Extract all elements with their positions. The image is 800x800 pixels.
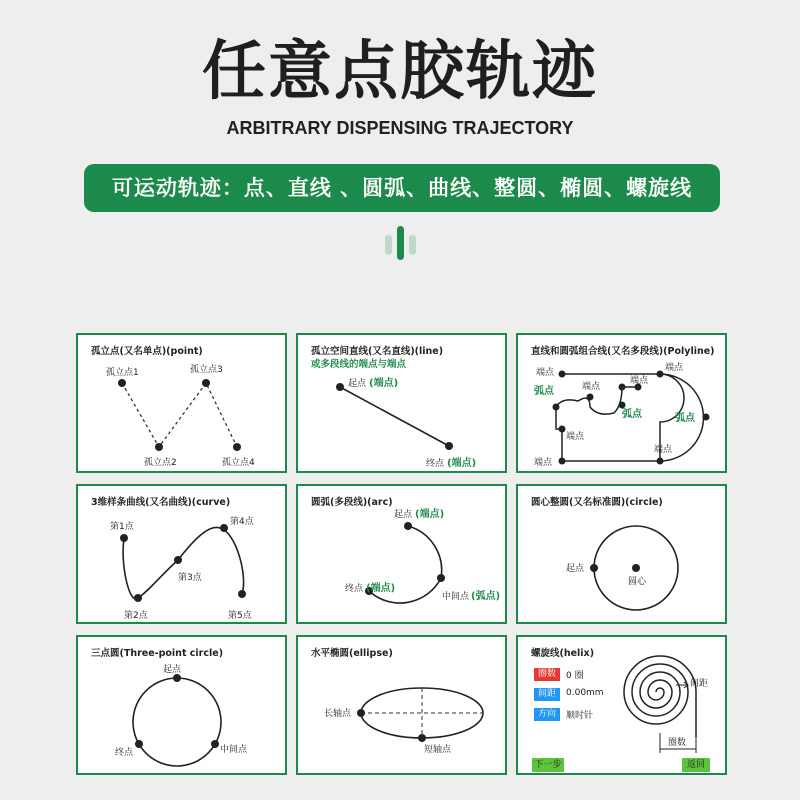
arc-diagram [298,486,509,626]
panel-title: 螺旋线(helix) [531,648,595,659]
panel-three-point-circle [76,635,287,775]
diagram-label: 端点 [654,445,673,455]
point-marker [155,443,163,451]
diagram-label: 第2点 [124,611,148,621]
diagram-label: 起点 [163,665,182,675]
direction-value: 顺时针 [566,711,594,721]
diagram-label: (端点) [415,509,445,520]
line-end-label: 终点 [426,459,445,469]
diagram-label: 终点 [345,584,364,594]
helix-diagram [518,637,729,777]
panel-title: 水平椭圆(ellipse) [311,648,393,659]
diagram-label: 端点 [630,376,649,386]
diagram-label: 第1点 [110,522,134,532]
point-label: 孤立点2 [144,458,177,468]
decoration-icon [385,226,417,260]
panel-ellipse [296,635,507,775]
trajectory-path [122,383,237,447]
trajectory-point [619,402,626,409]
trajectory-point [657,458,664,465]
point-label: 孤立点4 [222,458,255,468]
diagram-label: 间距 [690,679,709,689]
trajectory-point [587,394,594,401]
diagram-label: 长轴点 [324,709,352,719]
trajectory-point [590,564,598,572]
diagram-label: 中间点 [442,592,470,602]
trajectory-point [619,384,626,391]
line-start-marker [336,383,344,391]
panel-title: 孤立点(又名单点)(point) [91,346,203,357]
panel-title: 三点圆(Three-point circle) [91,648,224,659]
trajectory-point [133,678,221,766]
trajectory-point [174,556,182,564]
diagram-label: 短轴点 [424,745,452,755]
panel-title: 3维样条曲线(又名曲线)(curve) [91,497,231,508]
trajectory-path [624,656,696,737]
trajectory-point [437,574,445,582]
line-end-marker [445,442,453,450]
page-title: 任意点胶轨迹 [202,35,598,109]
trajectory-point [211,740,219,748]
panel-title: 直线和圆弧组合线(又名多段线)(Polyline) [531,346,715,357]
trajectory-point [703,414,710,421]
point-marker [118,379,126,387]
trajectory-point [559,371,566,378]
diagram-label: 中间点 [220,745,248,755]
three-point-circle-diagram [78,637,289,777]
trajectory-point [120,534,128,542]
panel-title: 圆弧(多段线)(arc) [311,497,393,508]
diagram-label: 端点 [582,382,601,392]
diagram-label: 弧点 [675,413,695,424]
line-diagram [298,335,509,475]
panel-arc [296,484,507,624]
diagram-label: (端点) [366,583,396,594]
trajectory-point [657,371,664,378]
diagram-label: 弧点 [534,386,554,397]
trajectory-path [409,235,416,255]
trajectory-point [135,740,143,748]
diagram-label: 第3点 [178,573,202,583]
point-marker [233,443,241,451]
point-marker [202,379,210,387]
line-start-label: 起点 [348,379,367,389]
diagram-label: 端点 [534,458,553,468]
diagram-label: 弧点 [622,409,642,420]
pitch-tag: 间距 [534,688,560,701]
curve-diagram [78,486,289,626]
trajectory-point [632,564,640,572]
ellipse-diagram [298,637,509,777]
pitch-value: 0.00mm [566,688,604,698]
diagram-label: 端点 [536,368,555,378]
diagram-label: 圈数 [668,738,687,748]
trajectory-path [123,527,243,599]
panel-subtitle: 或多段线的端点与端点 [311,359,407,370]
next-step-button[interactable]: 下一步 [532,758,564,772]
trajectory-path [340,387,449,446]
panel-polyline [516,333,727,473]
point-diagram [78,335,289,475]
circle-diagram [518,486,729,626]
trajectory-point [559,426,566,433]
trajectory-point [418,734,426,742]
panel-title: 圆心整圆(又名标准圆)(circle) [531,497,663,508]
direction-tag: 方向 [534,708,560,721]
trajectory-point [357,709,365,717]
trajectory-point [553,404,560,411]
polyline-diagram [518,335,729,475]
panel-curve [76,484,287,624]
panel-point [76,333,287,473]
diagram-label: 第4点 [230,517,254,527]
line-end-tag: (端点) [447,458,477,469]
page-subtitle: ARBITRARY DISPENSING TRAJECTORY [226,118,574,138]
turns-tag: 圈数 [534,668,560,681]
diagram-label: 第5点 [228,611,252,621]
trajectory-path [397,226,404,260]
turns-value: 0 圈 [566,671,584,681]
trajectory-point [559,458,566,465]
panel-helix [516,635,727,775]
diagram-label: 起点 [394,510,413,520]
trajectory-point [238,590,246,598]
trajectory-point [134,594,142,602]
panel-line [296,333,507,473]
panel-circle [516,484,727,624]
diagram-label: 端点 [566,432,585,442]
diagram-label: 终点 [115,748,134,758]
trajectory-point [220,524,228,532]
diagram-label: 起点 [566,564,585,574]
point-label: 孤立点1 [106,368,139,378]
diagram-label: 圆心 [628,577,647,587]
trajectory-point [404,522,412,530]
return-button[interactable]: 返回 [682,758,710,772]
trajectory-path [385,235,392,255]
trajectory-point [173,674,181,682]
point-label: 孤立点3 [190,365,223,375]
line-start-tag: (端点) [369,378,399,389]
panel-title: 孤立空间直线(又名直线)(line) [311,346,444,357]
diagram-label: (弧点) [471,591,501,602]
diagram-label: 端点 [665,363,684,373]
trajectory-banner: 可运动轨迹：点、直线 、圆弧、曲线、整圆、椭圆、螺旋线 [84,164,720,212]
